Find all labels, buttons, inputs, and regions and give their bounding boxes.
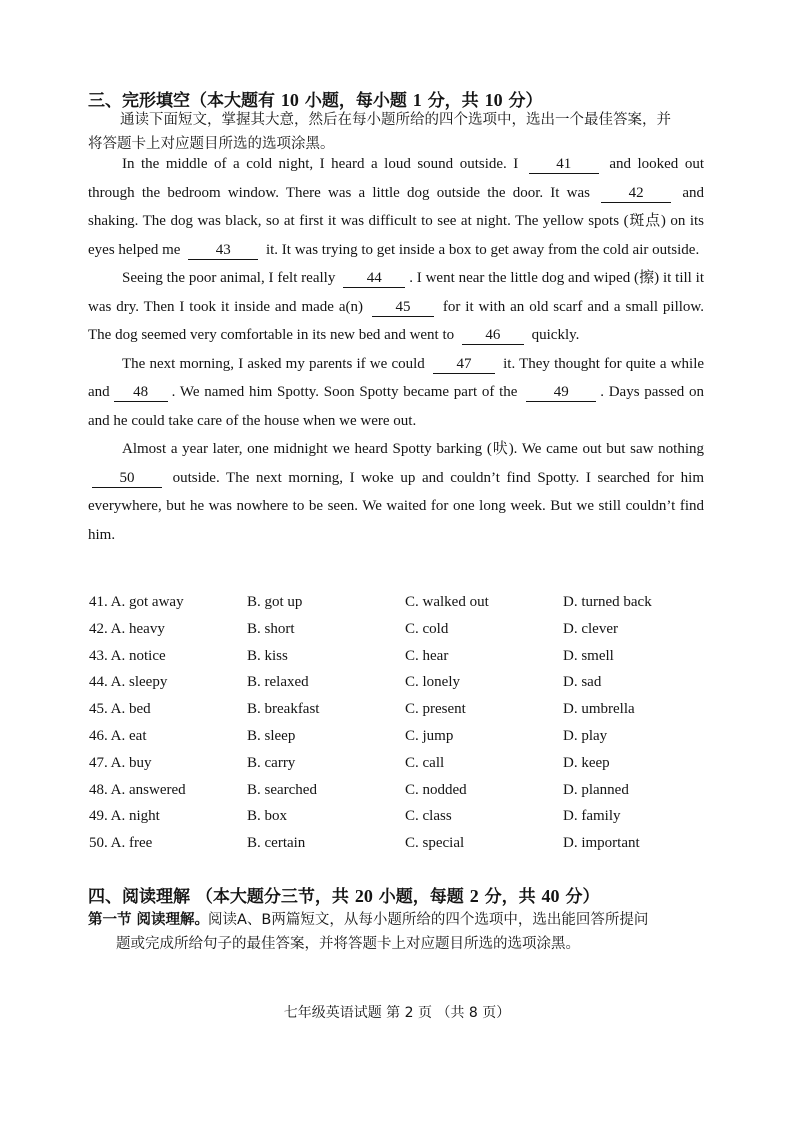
option-42-c: C. cold bbox=[405, 620, 449, 637]
option-row-46 bbox=[89, 723, 729, 750]
option-50-c: C. special bbox=[405, 835, 465, 852]
option-44-c: C. lonely bbox=[405, 674, 460, 691]
passage-paragraph-1: In the middle of a cold night, I heard a loud sound outside. I 41 and looked out through the bedroom window. There was a little dog outside the door. It was 42 and shaking. The dog was black, so at first it was difficult to see at night. The yellow spots (斑点) on its eyes helped me 43 it. It was trying to get inside a box to get away from the cold air outside. bbox=[88, 156, 705, 258]
option-43-d: D. smell bbox=[563, 647, 614, 664]
option-43-a: 43. A. notice bbox=[89, 647, 166, 664]
passage-paragraph-2: Seeing the poor animal, I felt really 44 . I went near the little dog and wiped (擦) it till it was dry. Then I took it inside and made a(n) 45 for it with an old scarf and a small pillow. The dog seemed very comfortable in its new bed and went to 46 quickly. bbox=[88, 270, 705, 343]
part-1-instruction-line-1: 阅读A、B两篇短文，从每小题所给的四个选项中，选出能回答所提问 bbox=[208, 912, 649, 928]
option-45-c: C. present bbox=[405, 701, 466, 718]
option-47-b: B. carry bbox=[247, 754, 296, 771]
option-row-47 bbox=[89, 750, 729, 777]
option-50-a: 50. A. free bbox=[89, 835, 153, 852]
blank-50: 50 bbox=[92, 470, 162, 488]
option-43-b: B. kiss bbox=[247, 647, 288, 664]
option-49-a: 49. A. night bbox=[89, 808, 160, 825]
answer-options bbox=[89, 589, 729, 857]
blank-45: 45 bbox=[372, 299, 434, 317]
blank-49: 49 bbox=[526, 384, 596, 402]
option-45-b: B. breakfast bbox=[247, 701, 320, 718]
blank-43: 43 bbox=[188, 242, 258, 260]
option-41-b: B. got up bbox=[247, 594, 303, 610]
option-44-a: 44. A. sleepy bbox=[89, 674, 168, 691]
option-48-b: B. searched bbox=[247, 781, 317, 798]
part-1-instruction-line-2: 题或完成所给句子的最佳答案，并将答题卡上对应题目所选的选项涂黑。 bbox=[116, 936, 580, 952]
option-42-a: 42. A. heavy bbox=[89, 620, 165, 637]
option-row-45 bbox=[89, 696, 729, 723]
option-49-c: C. class bbox=[405, 808, 452, 825]
blank-48: 48 bbox=[114, 384, 168, 402]
section-3-heading: 三、完形填空（本大题有 10 小题，每小题 1 分，共 10 分） bbox=[88, 90, 543, 111]
option-row-44 bbox=[89, 669, 729, 696]
section-3-instruction-line-1: 通读下面短文，掌握其大意，然后在每小题所给的四个选项中，选出一个最佳答案，并 bbox=[120, 112, 671, 128]
option-row-49 bbox=[89, 803, 729, 830]
section-4-heading: 四、阅读理解 （本大题分三节，共 20 小题，每题 2 分，共 40 分） bbox=[88, 886, 600, 907]
option-48-d: D. planned bbox=[563, 781, 629, 798]
page-footer: 七年级英语试题 第 2 页 （共 8 页） bbox=[283, 1005, 511, 1021]
option-45-d: D. umbrella bbox=[563, 701, 635, 718]
option-47-d: D. keep bbox=[563, 754, 610, 771]
option-45-a: 45. A. bed bbox=[89, 701, 151, 718]
option-41-c: C. walked out bbox=[405, 594, 489, 610]
blank-46: 46 bbox=[462, 327, 524, 345]
blank-42: 42 bbox=[601, 185, 671, 203]
option-row-48 bbox=[89, 777, 729, 804]
option-row-41 bbox=[89, 589, 729, 616]
cloze-passage bbox=[88, 150, 704, 549]
option-46-c: C. jump bbox=[405, 727, 454, 744]
passage-paragraph-4: Almost a year later, one midnight we heard Spotty barking (吠). We came out but saw nothing 50 outside. The next morning, I woke up and couldn’t find Spotty. I searched for him everywhere, but he was nowhere to be seen. We waited for one long week. But we still couldn’t find him. bbox=[88, 441, 705, 543]
option-row-50 bbox=[89, 830, 729, 857]
passage-paragraph-3: The next morning, I asked my parents if we could 47 it. They thought for quite a while and 48 . We named him Spotty. Soon Spotty became part of the 49 . Days passed on and he could take care of the house when we were out. bbox=[88, 355, 705, 429]
option-row-43 bbox=[89, 643, 729, 670]
option-42-d: D. clever bbox=[563, 620, 618, 637]
option-41-d: D. turned back bbox=[563, 594, 652, 610]
option-47-c: C. call bbox=[405, 754, 445, 771]
option-46-d: D. play bbox=[563, 727, 608, 744]
option-50-d: D. important bbox=[563, 835, 640, 852]
part-1-label: 第一节 阅读理解。 bbox=[88, 912, 210, 928]
blank-44: 44 bbox=[343, 270, 405, 288]
option-49-b: B. box bbox=[247, 808, 288, 825]
option-46-b: B. sleep bbox=[247, 727, 296, 744]
option-48-a: 48. A. answered bbox=[89, 781, 186, 798]
blank-41: 41 bbox=[529, 156, 599, 174]
option-41-a: 41. A. got away bbox=[89, 594, 184, 610]
option-49-d: D. family bbox=[563, 808, 621, 825]
option-row-42 bbox=[89, 616, 729, 643]
blank-47: 47 bbox=[433, 356, 495, 374]
option-50-b: B. certain bbox=[247, 835, 306, 852]
option-42-b: B. short bbox=[247, 620, 295, 637]
option-48-c: C. nodded bbox=[405, 781, 467, 798]
option-44-d: D. sad bbox=[563, 674, 602, 691]
option-43-c: C. hear bbox=[405, 647, 449, 664]
option-46-a: 46. A. eat bbox=[89, 727, 147, 744]
option-47-a: 47. A. buy bbox=[89, 754, 152, 771]
option-44-b: B. relaxed bbox=[247, 674, 309, 691]
section-3-instruction-line-2: 将答题卡上对应题目所选的选项涂黑。 bbox=[88, 136, 335, 152]
